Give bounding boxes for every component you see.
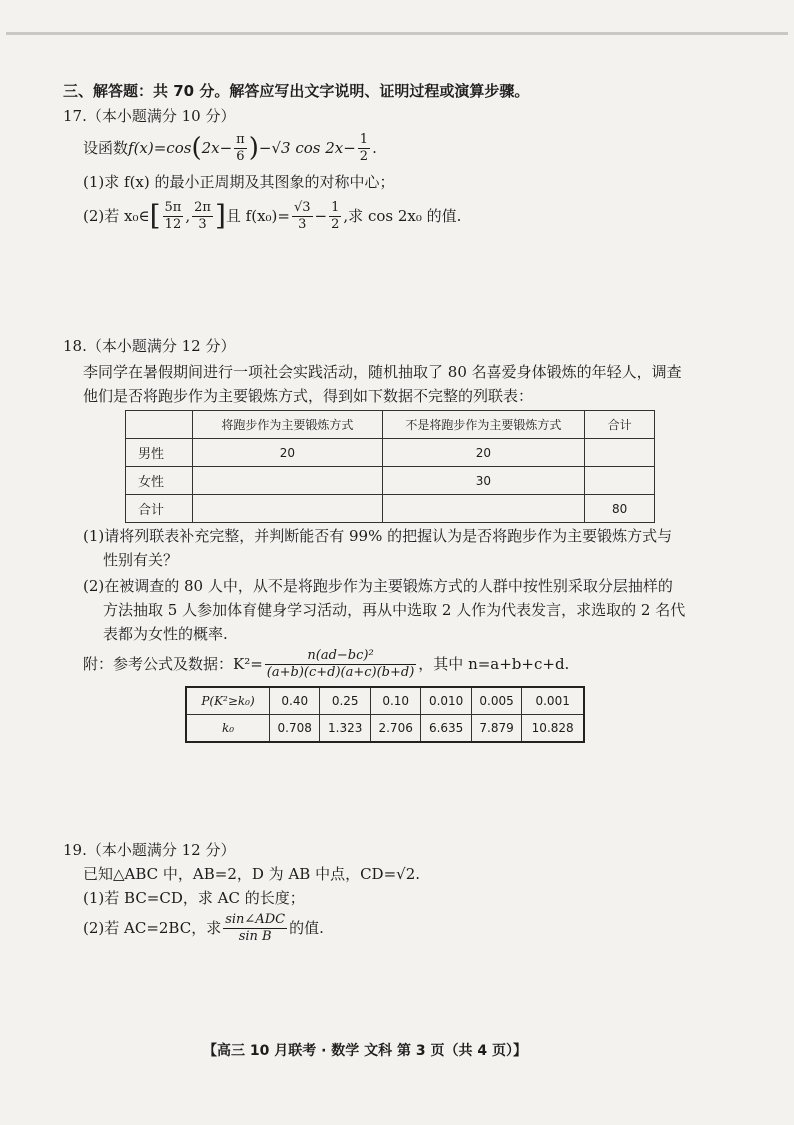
- q17-part2: [83, 196, 461, 236]
- table-header-cell: 将跑步作为主要锻炼方式: [193, 411, 382, 439]
- table-cell: [193, 467, 382, 495]
- table-row: [126, 439, 655, 467]
- scan-edge: [6, 32, 788, 35]
- q17-part2-a: (2)若 x₀∈: [83, 207, 150, 225]
- q17-part1: (1)求 f(x) 的最小正周期及其图象的对称中心；: [83, 173, 395, 191]
- fraction-half: $\frac{1}{2}$: [331, 199, 340, 232]
- contingency-table: [125, 410, 655, 523]
- q19-part1: (1)若 BC=CD，求 AC 的长度；: [83, 889, 305, 907]
- q17-intro-arg: 2x−: [201, 139, 233, 157]
- table-cell: [382, 495, 585, 523]
- fraction-2pi-3: $\frac{2\pi}{3}$: [194, 199, 211, 232]
- paren-close: ): [248, 133, 259, 163]
- q19-title: 19.（本小题满分 12 分）: [63, 841, 236, 859]
- table-header-row: [126, 411, 655, 439]
- q19-part2-a: (2)若 AC=2BC，求: [83, 919, 222, 937]
- table-cell: 0.708: [270, 715, 320, 743]
- table-cell: 0.25: [320, 687, 370, 715]
- q18-part2-line1: (2)在被调查的 80 人中，从不是将跑步作为主要锻炼方式的人群中按性别采取分层抽样的: [83, 577, 673, 595]
- q18-part1-line1: (1)请将列联表补充完整，并判断能否有 99% 的把握认为是否将跑步作为主要锻炼方式与: [83, 527, 673, 545]
- q18-part1-line2: 性别有关？: [103, 551, 179, 569]
- table-cell: 6.635: [421, 715, 471, 743]
- table-cell: 0.005: [471, 687, 521, 715]
- q17-part2-c: −: [314, 207, 328, 225]
- table-cell: [585, 467, 655, 495]
- table-row: [126, 495, 655, 523]
- table-header-cell: [126, 411, 193, 439]
- table-cell: 男性: [126, 439, 193, 467]
- table-row: [186, 687, 584, 715]
- table-row: [126, 467, 655, 495]
- ratio-fraction: $\frac{\text{sin∠ADC}}{\text{sin B}}$: [225, 911, 286, 944]
- q17-intro-func: f(x)=cos: [128, 139, 192, 157]
- table-header-cell: 不是将跑步作为主要锻炼方式: [382, 411, 585, 439]
- paren-open: (: [191, 133, 202, 163]
- q17-intro: [83, 128, 377, 168]
- fraction-sqrt3-3: $\frac{√3}{3}$: [293, 199, 311, 232]
- q18-part2-line2: 方法抽取 5 人参加体育健身学习活动，再从中选取 2 人作为代表发言，求选取的 2 名代: [103, 601, 686, 619]
- q18-title: 18.（本小题满分 12 分）: [63, 337, 236, 355]
- table-cell: 0.010: [421, 687, 471, 715]
- table-row: [186, 715, 584, 743]
- q19-part2-b: 的值.: [289, 919, 324, 937]
- bracket-open: [: [149, 199, 161, 232]
- reference-table: [185, 686, 585, 743]
- table-cell: 1.323: [320, 715, 370, 743]
- section-heading: 三、解答题：共 70 分。解答应写出文字说明、证明过程或演算步骤。: [63, 82, 530, 100]
- q19-part2: [83, 908, 324, 948]
- q18-formula: [83, 644, 569, 684]
- q17-part2-b: 且 f(x₀)=: [225, 207, 290, 225]
- table-cell: 合计: [126, 495, 193, 523]
- table-cell: 10.828: [522, 715, 584, 743]
- table-cell: 0.001: [522, 687, 584, 715]
- bracket-close: ]: [214, 199, 226, 232]
- formula-prefix: 附：参考公式及数据：K²=: [83, 655, 263, 673]
- q18-intro-line1: 李同学在暑假期间进行一项社会实践活动，随机抽取了 80 名喜爱身体锻炼的年轻人，调查: [83, 363, 682, 381]
- table-cell: 20: [193, 439, 382, 467]
- q17-intro-prefix: 设函数: [83, 139, 129, 157]
- q17-intro-end: .: [372, 139, 377, 157]
- table-cell: 7.879: [471, 715, 521, 743]
- table-cell: 0.10: [370, 687, 420, 715]
- table-cell: [585, 439, 655, 467]
- table-cell: 女性: [126, 467, 193, 495]
- table-cell: P(K²≥k₀): [186, 687, 270, 715]
- formula-fraction: $\frac{\text{n(ad−bc)²}}{(a+b)(c+d)(a+c)(b+d)}$: [266, 647, 415, 680]
- page-footer: 【高三 10 月联考 · 数学 文科 第 3 页（共 4 页）】: [203, 1043, 528, 1059]
- q17-part2-d: ,求 cos 2x₀ 的值.: [343, 207, 462, 225]
- q18-intro-line2: 他们是否将跑步作为主要锻炼方式，得到如下数据不完整的列联表：: [83, 387, 534, 405]
- formula-suffix: ，其中 n=a+b+c+d.: [418, 655, 570, 673]
- fraction-pi-over-6: $\frac{\pi}{6}$: [236, 131, 245, 164]
- q17-title: 17.（本小题满分 10 分）: [63, 107, 236, 125]
- q19-intro: 已知△ABC 中，AB=2，D 为 AB 中点，CD=√2.: [83, 865, 421, 883]
- table-cell: 30: [382, 467, 585, 495]
- table-cell: [193, 495, 382, 523]
- q18-part2-line3: 表都为女性的概率.: [103, 625, 228, 643]
- q17-intro-mid: −√3 cos 2x−: [258, 139, 356, 157]
- table-cell: k₀: [186, 715, 270, 743]
- table-cell: 0.40: [270, 687, 320, 715]
- table-cell: 2.706: [370, 715, 420, 743]
- interval-separator: ,: [185, 207, 191, 225]
- table-cell: 80: [585, 495, 655, 523]
- table-cell: 20: [382, 439, 585, 467]
- table-header-cell: 合计: [585, 411, 655, 439]
- fraction-one-half: $\frac{1}{2}$: [359, 131, 369, 164]
- fraction-5pi-12: $\frac{5\pi}{12}$: [164, 199, 182, 232]
